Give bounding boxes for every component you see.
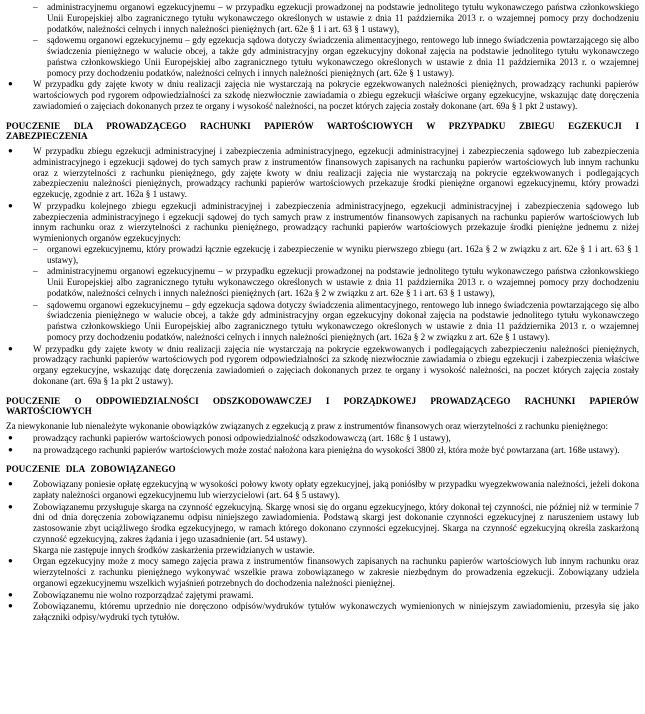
list-item xyxy=(6,433,639,444)
bullet-icon: ● xyxy=(8,479,13,488)
list-item-text: W przypadku gdy zajęte kwoty w dniu realizacji zajęcia nie wystarczają na pokrycie egzekwowanych i podlegających zabezpieczeniu należności pieniężnych, prowadzący rachunki papierów wartościowych pod rygorem odpowiedzialności za szkodę niezwłocznie zawiadamia o zbiegu egzekucji i zabezpieczenia właściwe organy egzekucyjne, wskazując datę doręczenia zawiadomień o zajęciach dokonanych przez te organy i wysokość należności, na poczet których zajęcia zostały dokonane (art. 69a § 1a pkt 2 ustawy). xyxy=(33,343,639,386)
bullet-icon: ● xyxy=(8,432,13,442)
bullet-icon: ● xyxy=(8,601,13,611)
list-item-text: W przypadku zbiegu egzekucji administracyjnej i zabezpieczenia administracyjnego, egzekucji administracyjnej i zabezpieczenia sądowego lub zabezpieczenia administracyjnego i egzekucji sądowej do tych samych praw z instrumentów finansowych zapisanych na rachunku papierów wartościowych lub innym rachunku oraz z wierzytelności z rachunku pieniężnego, gdy zajęte kwoty w dniu realizacji zajęcia nie wystarczają na pokrycie egzekwowanych i podlegających zabezpieczeniu należności pieniężnych, prowadzący rachunki papierów wartościowych przekazuje środki pieniężne organowi egzekucyjnemu, który prowadzi egzekucję, zgodnie z art. 162a § 1 ustawy. xyxy=(33,146,639,199)
section-heading-concurrence: POUCZENIE DLA PROWADZĄCEGO RACHUNKI PAPIERÓW WARTOŚCIOWYCH W PRZYPADKU ZBIEGU EGZEKUCJI I ZABEZPIECZENIA xyxy=(6,120,639,142)
list-item-text: Skarga nie zastępuje innych środków zaskarżenia przewidzianych w ustawie. xyxy=(33,544,315,555)
list-item xyxy=(6,35,639,78)
dash-marker: – xyxy=(33,299,38,310)
section-heading-liability: POUCZENIE O ODPOWIEDZIALNOŚCI ODSZKODOWAWCZEJ I PORZĄDKOWEJ PROWADZĄCEGO RACHUNKI PAPIERÓW WARTOŚCIOWYCH xyxy=(6,395,639,417)
list-item xyxy=(6,601,639,623)
list-item-text: Zobowiązany poniesie opłatę egzekucyjną w wysokości połowy kwoty opłaty egzekucyjnej, jaką poniósłby w przypadku wyegzekwowania należności, jeżeli dokona zapłaty należności organowi egzekucyjnemu lub wierzycielowi (art. 64 § 5 ustawy). xyxy=(33,479,639,500)
list-item-text: prowadzący rachunki papierów wartościowych ponosi odpowiedzialność odszkodowawczą (art. 168c § 1 ustawy), xyxy=(33,432,451,443)
dash-marker: – xyxy=(33,2,38,12)
list-item xyxy=(6,266,639,298)
bullet-icon: ● xyxy=(8,589,13,599)
section-intro: Za niewykonanie lub nienależyte wykonanie obowiązków związanych z egzekucją z praw z instrumentów finansowych oraz wierzytelności z rachunku pieniężnego: xyxy=(6,421,609,431)
section-heading-obligor: POUCZENIE DLA ZOBOWIĄZANEGO xyxy=(6,464,176,475)
list-item xyxy=(6,146,639,200)
list-item-text: W przypadku gdy zajęte kwoty w dniu realizacji zajęcia nie wystarczają na pokrycie egzekwowanych należności pieniężnych, prowadzący rachunki papierów wartościowych pod rygorem odpowiedzialności za szkodę niezwłocznie zawiadamia o zbiegu egzekucji właściwe organy egzekucyjne, wskazując datę doręczenia zawiadomień o zajęciach dokonanych przez te organy i wysokość należności, na poczet których zajęcia zostały dokonane (art. 69a § 1 pkt 2 ustawy). xyxy=(33,79,639,111)
list-item-text: W przypadku kolejnego zbiegu egzekucji administracyjnej i zabezpieczenia administracyjnego, egzekucji administracyjnej i zabezpieczenia sądowego lub zabezpieczenia administracyjnego i egzekucji sądowej do tych samych praw z instrumentów finansowych zapisanych na rachunku papierów wartościowych lub innym rachunku oraz z wierzytelności z rachunku pieniężnego, prowadzący rachunki papierów wartościowych przekazuje środki pieniężne jednemu z niżej wymienionych organów egzekucyjnych: xyxy=(33,200,639,243)
list-item-text: Zobowiązanemu, któremu uprzednio nie doręczono odpisów/wydruków tytułów wykonawczych wymienionych w niniejszym zawiadomieniu, przesyła się jako załączniki odpisy/wydruki tych tytułów. xyxy=(33,601,639,622)
list-item xyxy=(6,479,639,501)
list-item xyxy=(6,445,639,456)
bullet-icon: ● xyxy=(8,444,13,454)
list-item xyxy=(6,556,639,588)
bullet-icon: ● xyxy=(8,146,13,155)
list-item xyxy=(6,244,639,266)
list-item xyxy=(6,79,639,111)
list-item-text: sądowemu organowi egzekucyjnemu – gdy egzekucja sądowa dotyczy świadczenia alimentacyjnego, rentowego lub innego świadczenia powtarzającego się albo świadczenia pieniężnego w walucie obcej, a także gdy administracyjny organ egzekucyjny dokonał zajęcia na podstawie jednolitego tytułu wykonawczego państwa członkowskiego Unii Europejskiej albo zagranicznego tytułu wykonawczego określonych w ustawie z dnia 11 października 2013 r. o wzajemnej pomocy przy dochodzeniu podatków, należności celnych i innych należności pieniężnych (art. 62e § 1 ustawy). xyxy=(47,35,639,78)
list-item-text: administracyjnemu organowi egzekucyjnemu – w przypadku egzekucji prowadzonej na podstawie jednolitego tytułu wykonawczego państwa członkowskiego Unii Europejskiej albo zagranicznego tytułu wykonawczego określonych w ustawie z dnia 11 października 2013 r. o wzajemnej pomocy przy dochodzeniu podatków, należności celnych i innych należności pieniężnych (art. 62e § 1 i art. 63 § 1 ustawy), xyxy=(47,2,639,34)
list-item-text: sądowemu organowi egzekucyjnemu – gdy egzekucja sądowa dotyczy świadczenia alimentacyjnego, rentowego lub innego świadczenia powtarzającego się albo świadczenia pieniężnego w walucie obcej, a także gdy administracyjny organ egzekucyjny dokonał zajęcia na podstawie jednolitego tytułu wykonawczego państwa członkowskiego Unii Europejskiej albo zagranicznego tytułu wykonawczego określonych w ustawie z dnia 11 października 2013 r. o wzajemnej pomocy przy dochodzeniu podatków, należności celnych i innych należności pieniężnych (art. 162a § 2 w związku z art. 62e § 1 ustawy). xyxy=(47,299,639,342)
list-item xyxy=(6,502,639,556)
list-item xyxy=(6,590,639,601)
bullet-icon: ● xyxy=(8,343,13,353)
dash-marker: – xyxy=(33,35,38,46)
bullet-icon: ● xyxy=(8,556,13,566)
dash-marker: – xyxy=(33,243,38,254)
list-item xyxy=(6,300,639,343)
list-item xyxy=(6,344,639,387)
list-item xyxy=(6,2,639,34)
list-item-text: Organ egzekucyjny może z mocy samego zajęcia prawa z instrumentów finansowych zapisanych na rachunku papierów wartościowych lub innym rachunku oraz wierzytelności z rachunku pieniężnego wykonywać wszelkie prawa zobowiązanego w zakresie niezbędnym do prowadzenia egzekucji. Zobowiązany udziela organowi egzekucyjnemu wszelkich wyjaśnień potrzebnych do dochodzenia należności pieniężnej. xyxy=(33,556,639,588)
list-item-text: Zobowiązanemu nie wolno rozporządzać zajętymi prawami. xyxy=(33,589,254,600)
list-item-text: organowi egzekucyjnemu, który prowadzi łącznie egzekucję i zabezpieczenie w wyniku pierwszego zbiegu (art. 162a § 2 w związku z art. 62e § 1 i art. 63 § 1 ustawy), xyxy=(47,243,639,265)
list-item-text: administracyjnemu organowi egzekucyjnemu – w przypadku egzekucji prowadzonej na podstawie jednolitego tytułu wykonawczego państwa członkowskiego Unii Europejskiej albo zagranicznego tytułu wykonawczego określonych w ustawie z dnia 11 października 2013 r. o wzajemnej pomocy przy dochodzeniu podatków, należności celnych i innych należności pieniężnych (art. 162a § 2 w związku z art. 62e § 1 i art. 63 § 1 ustawy), xyxy=(47,266,639,298)
list-item xyxy=(6,201,639,343)
bullet-icon: ● xyxy=(8,79,13,89)
list-item-text: na prowadzącego rachunki papierów wartościowych może zostać nałożona kara pieniężna do wysokości 3800 zł, która może być powtarzana (art. 168e ustawy). xyxy=(33,444,620,455)
list-item-text: Zobowiązanemu przysługuje skarga na czynność egzekucyjną. Skargę wnosi się do organu egzekucyjnego, który dokonał tej czynności, nie później niż w terminie 7 dni od dnia doręczenia zobowiązanemu odpisu niniejszego zawiadomienia. Podstawą skargi jest dokonanie czynności egzekucyjnej z naruszeniem ustawy lub zastosowanie zbyt uciążliwego środka egzekucyjnego, w ramach którego dokonano czynności egzekucyjnej. Skarga na czynność egzekucyjną określa zaskarżoną czynność egzekucyjną, zakres żądania i jego uzasadnienie (art. 54 ustawy). xyxy=(33,501,639,544)
bullet-icon: ● xyxy=(8,200,13,210)
bullet-icon: ● xyxy=(8,501,13,511)
dash-marker: – xyxy=(33,266,38,277)
